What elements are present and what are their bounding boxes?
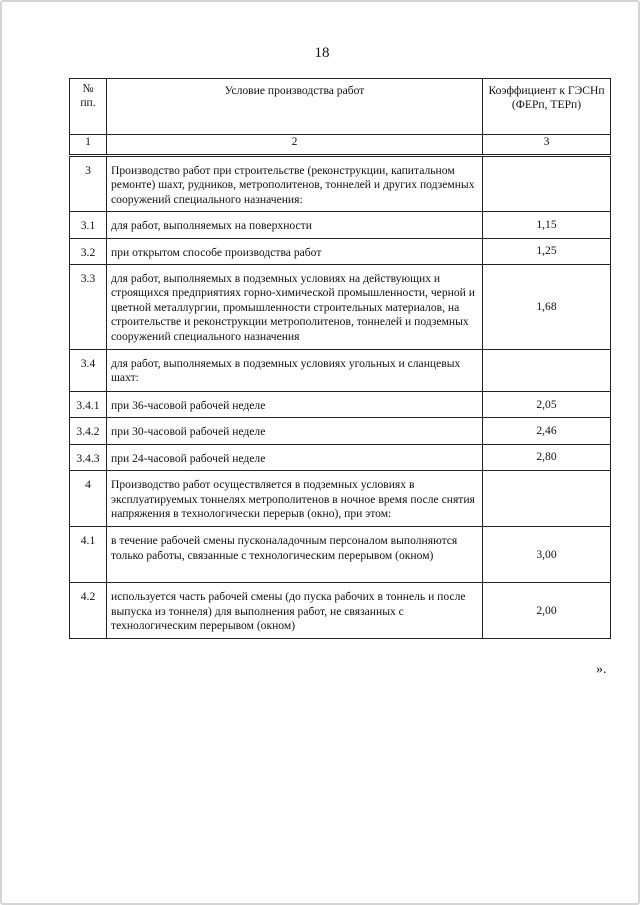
row-number: 3.4 (70, 350, 107, 392)
row-condition: используется часть рабочей смены (до пуска рабочих в тоннель и после выпуска из тоннеля) для выполнения работ, не связанных с технологическим перерывом (окном) (107, 583, 483, 639)
row-number: 4.1 (70, 527, 107, 583)
row-coefficient: 2,05 (483, 392, 611, 418)
column-index-row (70, 135, 611, 156)
header-coefficient: Коэффициент к ГЭСНп (ФЕРп, ТЕРп) (483, 79, 611, 135)
row-coefficient: 2,46 (483, 418, 611, 444)
table-row (70, 471, 611, 527)
row-condition: Производство работ при строительстве (реконструкции, капитальном ремонте) шахт, рудников, метрополитенов, тоннелей и других подземных сооружений специального назначения: (107, 156, 483, 212)
row-coefficient: 2,80 (483, 444, 611, 470)
row-condition: Производство работ осуществляется в подземных условиях в эксплуатируемых тоннелях метрополитенов в ночное время после снятия напряжения в технологически перерыв (окно), при этом: (107, 471, 483, 527)
row-condition: в течение рабочей смены пусконаладочным персоналом выполняются только работы, связанные с технологическим перерывом (окном) (107, 527, 483, 583)
row-condition: для работ, выполняемых в подземных условиях на действующих и строящихся предприятиях горно-химической промышленности, черной и цветной металлургии, промышленности строительных материалов, на строительстве и реконструкции метрополитенов, тоннелей и подземных сооружений специального назначения (107, 265, 483, 350)
row-coefficient: 3,00 (483, 527, 611, 583)
table-row (70, 156, 611, 212)
column-index: 1 (70, 135, 107, 156)
table-row (70, 444, 611, 470)
row-coefficient (483, 156, 611, 212)
closing-quote-mark: ». (596, 662, 607, 677)
table-row (70, 583, 611, 639)
row-condition: при 36-часовой рабочей неделе (107, 392, 483, 418)
row-condition: при 24-часовой рабочей неделе (107, 444, 483, 470)
coefficient-table (69, 78, 611, 639)
row-coefficient: 1,68 (483, 265, 611, 350)
row-number: 3.3 (70, 265, 107, 350)
row-number: 3.4.3 (70, 444, 107, 470)
row-condition: при 30-часовой рабочей неделе (107, 418, 483, 444)
column-index: 3 (483, 135, 611, 156)
header-condition: Условие производства работ (107, 79, 483, 135)
table-row (70, 350, 611, 392)
table-header-row (70, 79, 611, 135)
row-number: 3.4.2 (70, 418, 107, 444)
header-num: № пп. (70, 79, 107, 135)
row-number: 3.2 (70, 238, 107, 264)
row-coefficient: 2,00 (483, 583, 611, 639)
table-row (70, 527, 611, 583)
row-number: 4.2 (70, 583, 107, 639)
page-number: 18 (314, 45, 330, 61)
table-row (70, 418, 611, 444)
table-row (70, 265, 611, 350)
table-row (70, 238, 611, 264)
row-condition: при открытом способе производства работ (107, 238, 483, 264)
row-condition: для работ, выполняемых в подземных условиях угольных и сланцевых шахт: (107, 350, 483, 392)
column-index: 2 (107, 135, 483, 156)
row-condition: для работ, выполняемых на поверхности (107, 212, 483, 238)
row-number: 4 (70, 471, 107, 527)
row-coefficient (483, 471, 611, 527)
row-number: 3.4.1 (70, 392, 107, 418)
row-coefficient: 1,25 (483, 238, 611, 264)
row-number: 3.1 (70, 212, 107, 238)
row-coefficient (483, 350, 611, 392)
row-number: 3 (70, 156, 107, 212)
table-row (70, 392, 611, 418)
table-row (70, 212, 611, 238)
row-coefficient: 1,15 (483, 212, 611, 238)
